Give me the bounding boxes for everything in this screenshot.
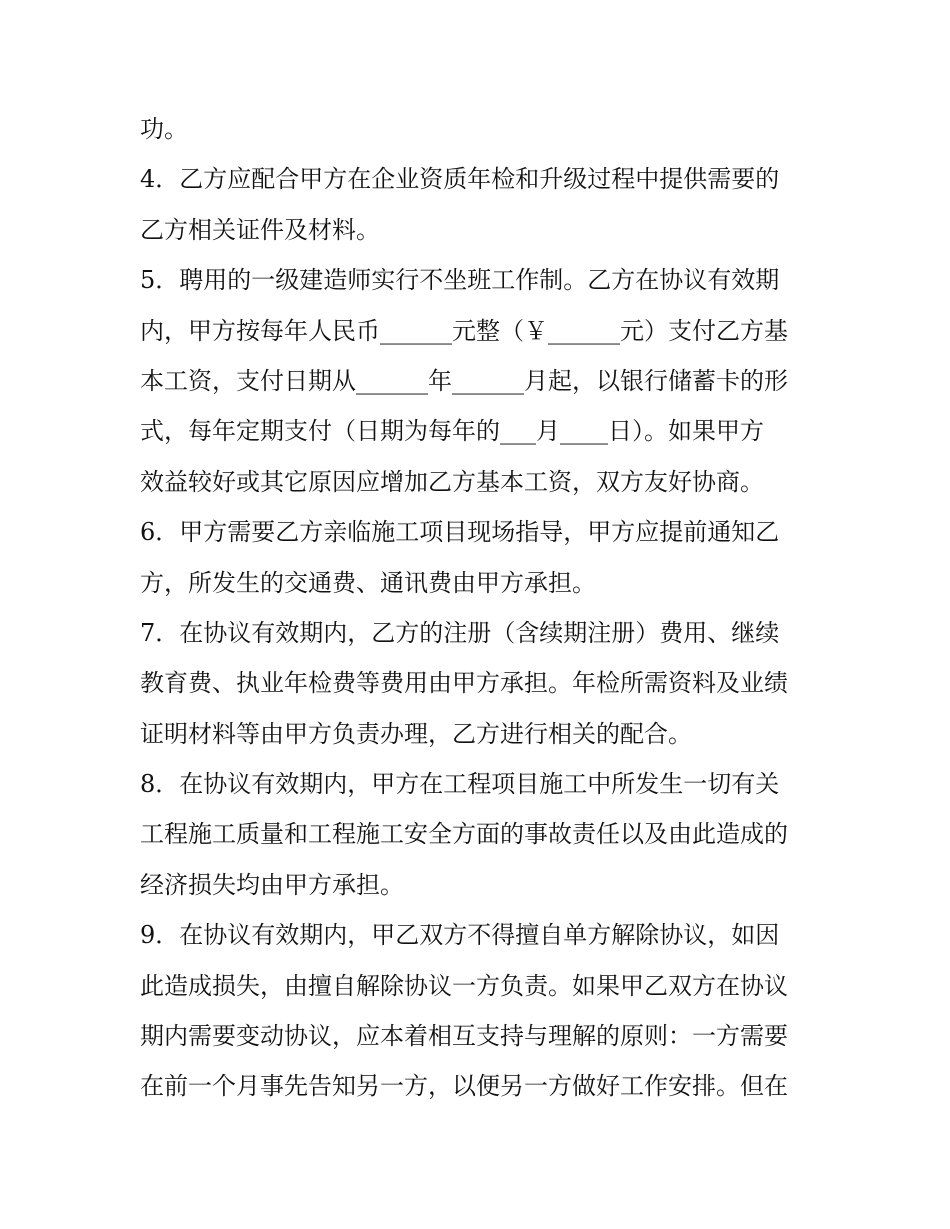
text-line-12: 教育费、执业年检费等费用由甲方承担。年检所需资料及业绩 bbox=[140, 669, 788, 698]
text-line-10: 方，所发生的交通费、通讯费由甲方承担。 bbox=[140, 568, 596, 597]
text-line-13: 证明材料等由甲方负责办理，乙方进行相关的配合。 bbox=[140, 719, 692, 748]
text-line-3: 乙方相关证件及材料。 bbox=[140, 215, 380, 244]
text-line-7: 式，每年定期支付（日期为每年的___月____日）。如果甲方 bbox=[140, 417, 764, 446]
text-line-1: 功。 bbox=[140, 115, 188, 143]
text-line-18: 此造成损失，由擅自解除协议一方负责。如果甲乙双方在协议 bbox=[140, 971, 788, 1000]
text-line-6: 本工资，支付日期从______年______月起，以银行储蓄卡的形 bbox=[140, 366, 788, 395]
text-line-19: 期内需要变动协议，应本着相互支持与理解的原则：一方需要 bbox=[140, 1022, 788, 1051]
text-line-11: 7．在协议有效期内，乙方的注册（含续期注册）费用、继续 bbox=[140, 618, 780, 647]
text-line-15: 工程施工质量和工程施工安全方面的事故责任以及由此造成的 bbox=[140, 820, 788, 849]
text-line-17: 9．在协议有效期内，甲乙双方不得擅自单方解除协议，如因 bbox=[140, 921, 780, 950]
document-body bbox=[140, 104, 810, 1112]
text-line-8: 效益较好或其它原因应增加乙方基本工资，双方友好协商。 bbox=[140, 467, 764, 496]
text-line-14: 8．在协议有效期内，甲方在工程项目施工中所发生一切有关 bbox=[140, 770, 780, 799]
text-line-4: 5．聘用的一级建造师实行不坐班工作制。乙方在协议有效期 bbox=[140, 266, 780, 295]
text-line-2: 4．乙方应配合甲方在企业资质年检和升级过程中提供需要的 bbox=[140, 165, 780, 194]
text-line-20: 在前一个月事先告知另一方，以便另一方做好工作安排。但在 bbox=[140, 1072, 788, 1101]
text-line-16: 经济损失均由甲方承担。 bbox=[140, 870, 404, 899]
text-line-5: 内，甲方按每年人民币______元整（￥______元）支付乙方基 bbox=[140, 316, 788, 345]
text-line-9: 6．甲方需要乙方亲临施工项目现场指导，甲方应提前通知乙 bbox=[140, 518, 780, 547]
